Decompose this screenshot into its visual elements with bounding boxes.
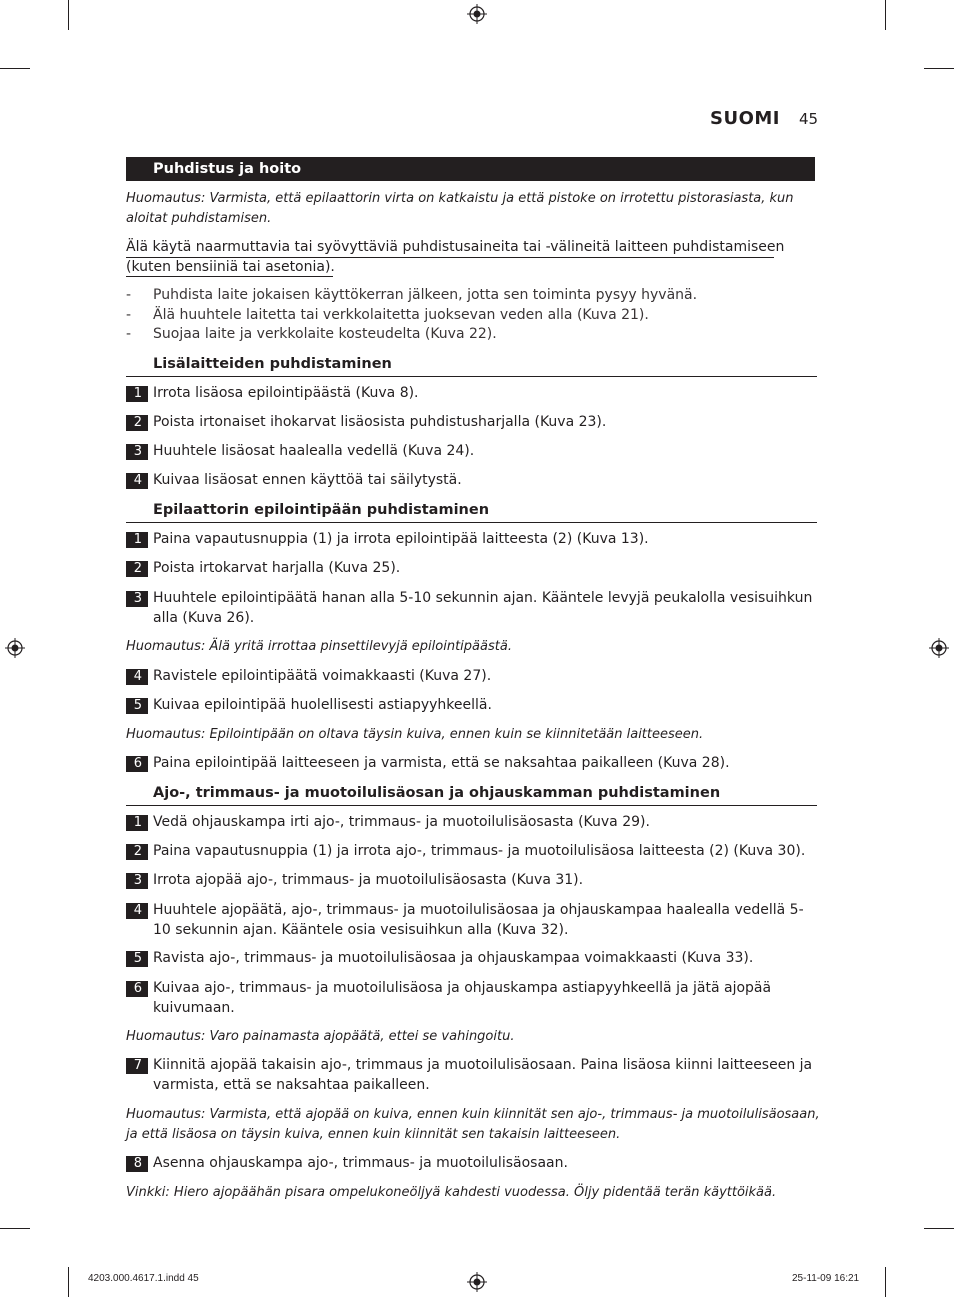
step-text: Irrota lisäosa epilointipäästä (Kuva 8). [153, 385, 419, 401]
crop-mark [924, 1228, 954, 1229]
step-number: 7 [126, 1058, 148, 1074]
step-text: Poista irtonaiset ihokarvat lisäosista puhdistusharjalla (Kuva 23). [153, 414, 607, 430]
note-line: Huomautus: Varmista, että ajopää on kuiva, ennen kuin kiinnität sen ajo-, trimmaus- ja muotoilulisäosaan, [126, 1107, 820, 1122]
step-number: 3 [126, 444, 148, 460]
note-line: ja että lisäosa on täysin kuiva, ennen kuin kiinnität sen takaisin laitteeseen. [126, 1127, 621, 1142]
subheading-rule [126, 805, 817, 806]
step-text: Asenna ohjauskampa ajo-, trimmaus- ja muotoilulisäosaan. [153, 1155, 568, 1171]
crop-mark [68, 0, 69, 30]
step-text: Vedä ohjauskampa irti ajo-, trimmaus- ja muotoilulisäosasta (Kuva 29). [153, 814, 650, 830]
step-number: 3 [126, 873, 148, 889]
tip: Vinkki: Hiero ajopäähän pisara ompelukoneöljyä kahdesti vuodessa. Öljy pidentää terän käyttöikää. [126, 1185, 777, 1200]
warning-underline [126, 276, 333, 277]
step-text: Ravista ajo-, trimmaus- ja muotoilulisäosaa ja ohjauskampaa voimakkaasti (Kuva 33). [153, 950, 754, 966]
step-text: Paina vapautusnuppia (1) ja irrota epilointipää laitteesta (2) (Kuva 13). [153, 531, 649, 547]
crop-mark [0, 1228, 30, 1229]
language-heading: SUOMI [710, 108, 780, 129]
note-line: aloitat puhdistamisen. [126, 211, 272, 226]
registration-mark-icon [467, 1272, 487, 1292]
footer-date: 25-11-09 16:21 [792, 1273, 860, 1284]
registration-mark-icon [929, 638, 949, 658]
step-text: Huuhtele lisäosat haalealla vedellä (Kuva 24). [153, 443, 475, 459]
subheading-rule [126, 376, 817, 377]
bullet-list [126, 286, 826, 345]
step-number: 5 [126, 951, 148, 967]
list-item: - Puhdista laite jokaisen käyttökerran jälkeen, jotta sen toiminta pysyy hyvänä. [126, 287, 698, 303]
note: Huomautus: Älä yritä irrottaa pinsettilevyjä epilointipäästä. [126, 639, 512, 654]
page-number: 45 [799, 110, 819, 128]
footer-file: 4203.000.4617.1.indd 45 [88, 1273, 199, 1284]
step-number: 1 [126, 532, 148, 548]
crop-mark [924, 68, 954, 69]
subheading-rule [126, 522, 817, 523]
step-number: 2 [126, 561, 148, 577]
crop-mark [0, 68, 30, 69]
step-text: Poista irtokarvat harjalla (Kuva 25). [153, 560, 401, 576]
warning-underline [126, 257, 774, 258]
step-number: 5 [126, 698, 148, 714]
step-text: Paina vapautusnuppia (1) ja irrota ajo-, trimmaus- ja muotoilulisäosa laitteesta (2) (Kuva 30). [153, 843, 806, 859]
step-number: 6 [126, 981, 148, 997]
registration-mark-icon [467, 4, 487, 24]
step-number: 1 [126, 386, 148, 402]
step-number: 8 [126, 1156, 148, 1172]
step-number: 4 [126, 903, 148, 919]
step-text: Kuivaa ajo-, trimmaus- ja muotoilulisäosa ja ohjauskampa astiapyyhkeellä ja jätä ajopää kuivumaan. [153, 980, 772, 1016]
step-text: Kuivaa lisäosat ennen käyttöä tai säilytystä. [153, 472, 462, 488]
step-number: 2 [126, 844, 148, 860]
step-number: 4 [126, 473, 148, 489]
list-item: - Suojaa laite ja verkkolaite kosteudelta (Kuva 22). [126, 326, 497, 342]
warning-line: Älä käytä naarmuttavia tai syövyttäviä puhdistusaineita tai -välineitä laitteen puhdistamiseen [126, 239, 785, 255]
step-number: 3 [126, 591, 148, 607]
note [126, 1105, 826, 1145]
step-number: 4 [126, 669, 148, 685]
step-text: Kiinnitä ajopää takaisin ajo-, trimmaus ja muotoilulisäosaan. Paina lisäosa kiinni laitteeseen ja varmista, että se naksahtaa paikalleen. [153, 1057, 813, 1093]
note: Huomautus: Epilointipään on oltava täysin kuiva, ennen kuin se kiinnitetään laitteeseen. [126, 727, 704, 742]
subheading-epilating-head: Epilaattorin epilointipään puhdistaminen [153, 502, 490, 518]
crop-mark [885, 0, 886, 30]
list-item: - Älä huuhtele laitetta tai verkkolaitetta juoksevan veden alla (Kuva 21). [126, 306, 649, 323]
crop-mark [885, 1267, 886, 1297]
step-number: 6 [126, 756, 148, 772]
step-number: 1 [126, 815, 148, 831]
step-text: Kuivaa epilointipää huolellisesti astiapyyhkeellä. [153, 697, 492, 713]
warning-line: (kuten bensiiniä tai asetonia). [126, 258, 335, 275]
step-text: Huuhtele epilointipäätä hanan alla 5-10 sekunnin ajan. Kääntele levyjä peukalolla vesisuihkun alla (Kuva 26). [153, 590, 813, 626]
section-title-bar: Puhdistus ja hoito [126, 157, 815, 181]
step-text: Irrota ajopää ajo-, trimmaus- ja muotoilulisäosasta (Kuva 31). [153, 872, 584, 888]
subheading-accessories: Lisälaitteiden puhdistaminen [153, 356, 392, 372]
step-text: Ravistele epilointipäätä voimakkaasti (Kuva 27). [153, 668, 492, 684]
registration-mark-icon [5, 638, 25, 658]
step-text: Huuhtele ajopäätä, ajo-, trimmaus- ja muotoilulisäosaa ja ohjauskampaa haalealla vedellä 5-10 sekunnin ajan. Kääntele osia vesisuihkun alla (Kuva 32). [153, 902, 804, 938]
note: Huomautus: Varo painamasta ajopäätä, ettei se vahingoitu. [126, 1029, 515, 1044]
step-text: Paina epilointipää laitteeseen ja varmista, että se naksahtaa paikalleen (Kuva 28). [153, 755, 730, 771]
crop-mark [68, 1267, 69, 1297]
subheading-shaver: Ajo-, trimmaus- ja muotoilulisäosan ja ohjauskamman puhdistaminen [153, 785, 721, 801]
note-line: Huomautus: Varmista, että epilaattorin virta on katkaistu ja että pistoke on irrotettu pistorasiasta, kun [126, 191, 794, 206]
note-intro [126, 189, 826, 229]
step-number: 2 [126, 415, 148, 431]
